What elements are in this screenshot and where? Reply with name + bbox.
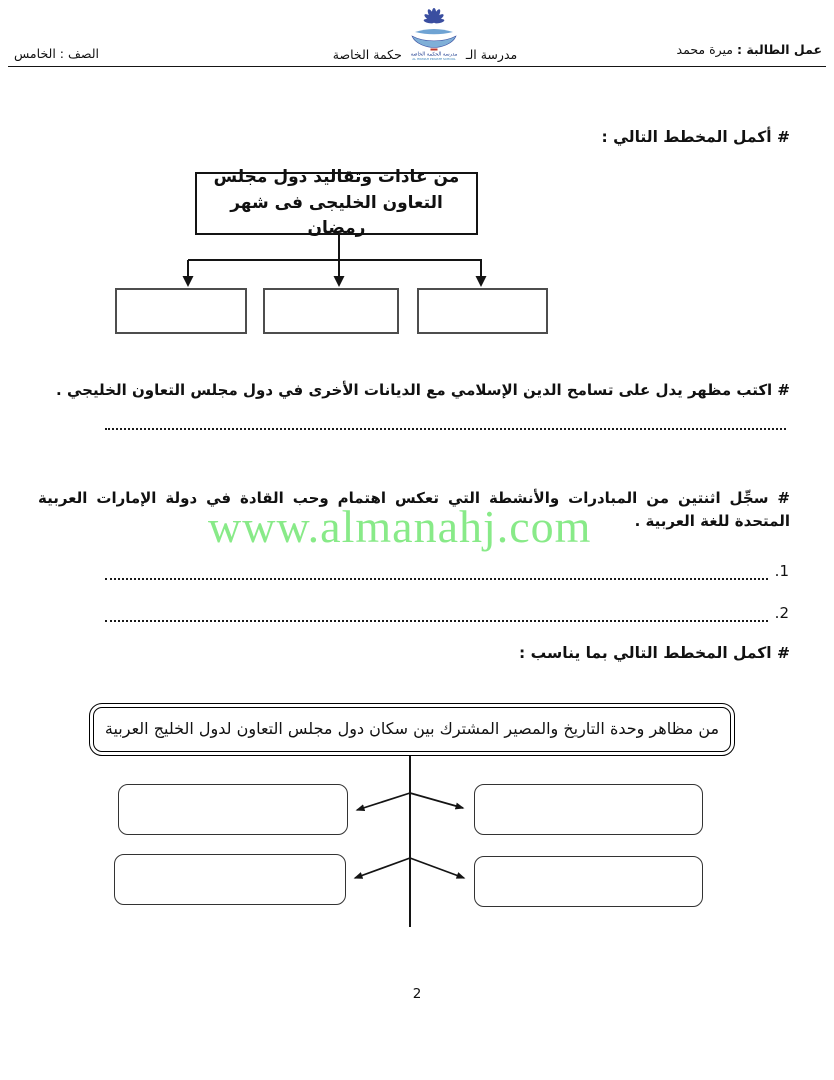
student-name: ميرة محمد: [676, 42, 733, 57]
q1-title: # أكمل المخطط التالي :: [601, 128, 790, 146]
q2-text: # اكتب مظهر يدل على تسامح الدين الإسلامي مع الديانات الأخرى في دول مجلس التعاون الخليجي .: [56, 381, 790, 399]
student-work-label: عمل الطالبة :: [736, 42, 822, 57]
q3-text: # سجِّل اثنتين من المبادرات والأنشطة التي تعكس اهتمام وحب القادة في دولة الإمارات العربية المتحدة للغة العربية .: [38, 489, 790, 531]
q2-answer-line[interactable]: [105, 416, 786, 430]
answer-1-line[interactable]: [105, 566, 768, 580]
diagram2-answer-box-3[interactable]: [114, 854, 346, 905]
diagram2-answer-box-4[interactable]: [474, 856, 703, 907]
logo-founding-mark: [430, 49, 437, 51]
school-header: [300, 28, 550, 62]
diagram1-root-box: من عادات وتقاليد دول مجلس التعاون الخليجى فى شهر رمضان: [195, 172, 478, 235]
logo-swoosh: [415, 29, 453, 34]
page-number: 2: [412, 986, 422, 1002]
class-label: الصف : الخامس: [14, 46, 100, 61]
logo-english-text: AL HIKMAH PRIVATE SCHOOL: [412, 57, 456, 61]
answer-row-1: [105, 562, 789, 580]
watermark: www.almanahj.com: [208, 501, 592, 552]
diagram2-answer-box-1[interactable]: [118, 784, 348, 835]
diagram1-answer-box-1[interactable]: [115, 288, 247, 334]
logo-arabic-text: مدرسة الحكمة الخاصة: [410, 51, 458, 58]
diagram1-connectors: [100, 234, 500, 292]
diagram2-connectors: [330, 756, 490, 928]
answer-1-number: 1.: [774, 562, 789, 580]
diagram1-answer-box-3[interactable]: [417, 288, 548, 334]
school-logo: [404, 6, 464, 62]
diagram2-answer-box-2[interactable]: [474, 784, 703, 835]
school-emblem-icon: [404, 6, 464, 62]
school-name-post: حكمة الخاصة: [332, 47, 402, 62]
q4-title: # اكمل المخطط التالي بما يناسب :: [519, 644, 790, 662]
header-rule: [8, 66, 826, 67]
diagram1-answer-box-2[interactable]: [263, 288, 399, 334]
logo-boat: [412, 36, 456, 48]
answer-row-2: [105, 604, 789, 622]
answer-2-line[interactable]: [105, 608, 768, 622]
diagram2-root-box: [89, 703, 735, 756]
school-name-pre: مدرسة الـ: [465, 47, 518, 62]
student-work: [677, 42, 822, 57]
answer-2-number: 2.: [774, 604, 789, 622]
diagram2-root-text: من مظاهر وحدة التاريخ والمصير المشترك بين سكان دول مجلس التعاون لدول الخليج العربية: [93, 707, 731, 752]
